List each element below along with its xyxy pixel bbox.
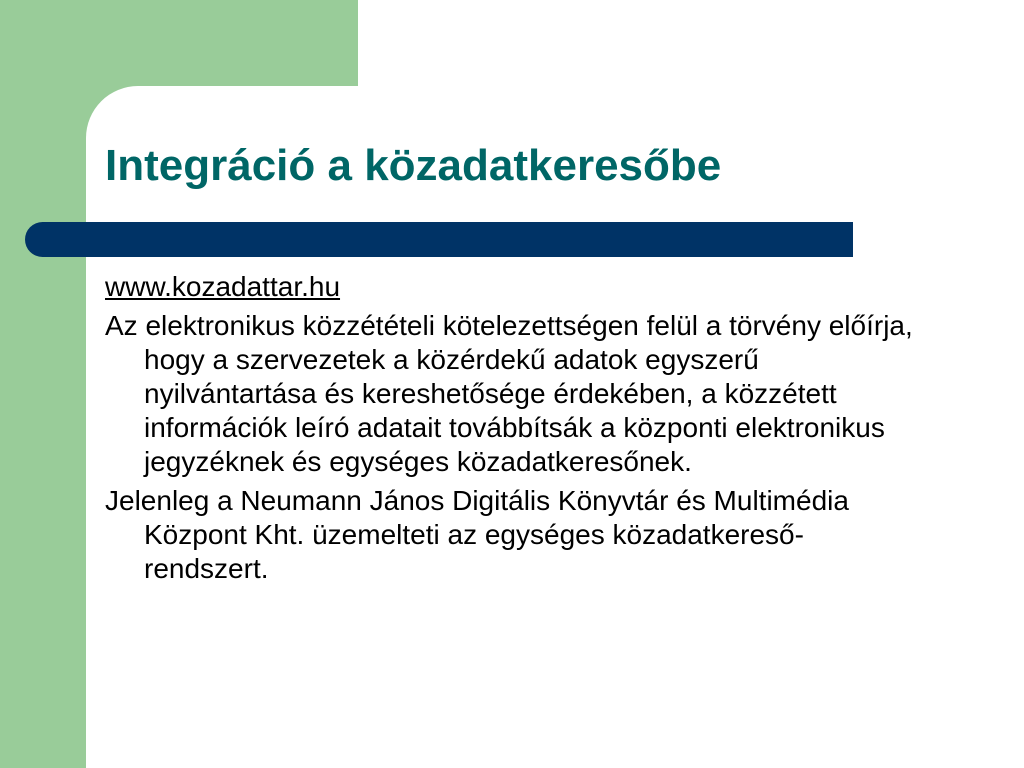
slide-title: Integráció a közadatkeresőbe [105,141,722,190]
body-paragraph-2: Jelenleg a Neumann János Digitális Könyvtár és Multimédia Központ Kht. üzemelteti az egységes közadatkereső-rendszert. [105,485,849,584]
body-paragraph-1: Az elektronikus közzétételi kötelezettségen felül a törvény előírja, hogy a szervezetek a közérdekű adatok egyszerű nyilvántartása és kereshetősége érdekében, a közzétett információk leíró adatait továbbítsák a központi elektronikus jegyzéknek és egységes közadatkeresőnek. [105,310,913,477]
title-underline-bar [25,222,853,257]
kozadattar-link[interactable]: www.kozadattar.hu [105,271,341,302]
slide-body [105,270,925,586]
link-paragraph [105,270,925,304]
